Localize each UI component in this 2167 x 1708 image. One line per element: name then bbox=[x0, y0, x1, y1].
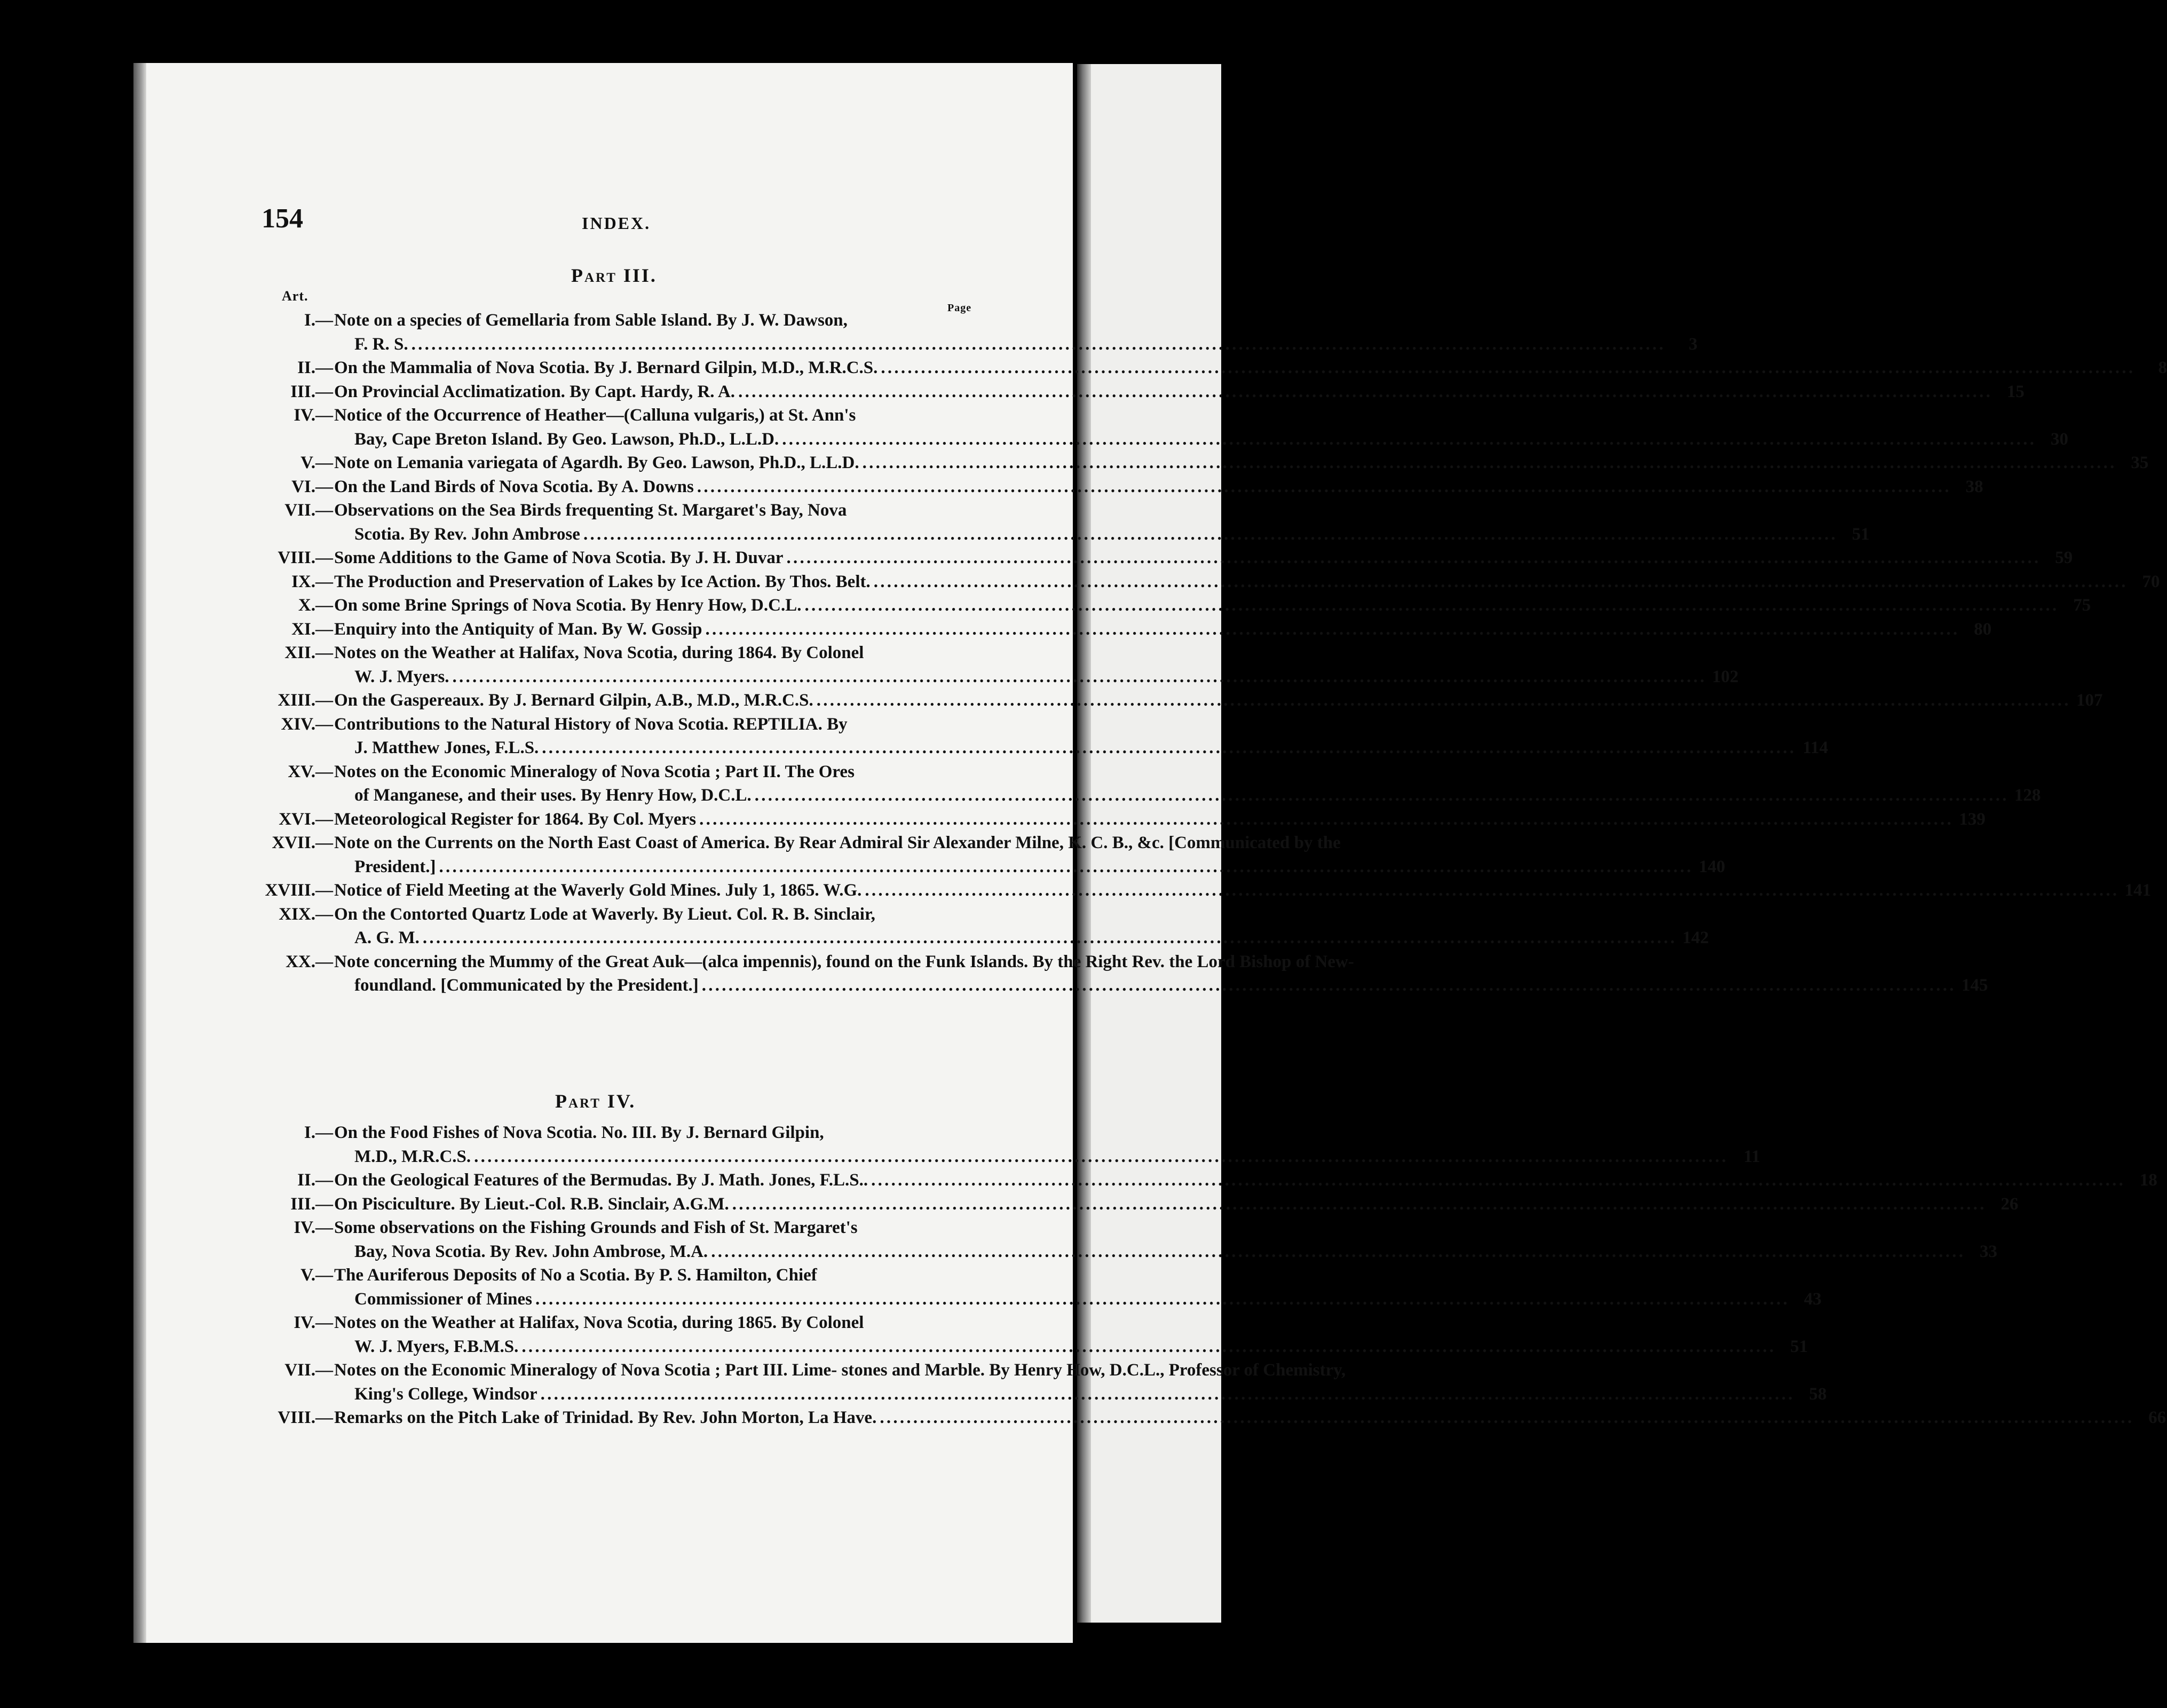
entry-leader-line bbox=[334, 665, 1706, 689]
part-iv-heading: Part IV. bbox=[555, 1090, 636, 1112]
article-numeral: XVI.— bbox=[279, 809, 333, 829]
index-entry bbox=[262, 356, 2167, 380]
page-ref: 43 bbox=[1804, 1289, 1822, 1309]
page-ref: 35 bbox=[2131, 453, 2149, 472]
index-entry bbox=[262, 451, 2149, 475]
article-numeral: I.— bbox=[304, 311, 333, 330]
article-numeral: IV.— bbox=[294, 406, 333, 425]
entry-body bbox=[333, 903, 1677, 950]
index-entry bbox=[262, 689, 2103, 713]
page-ref: 140 bbox=[1698, 857, 1726, 876]
entry-leader-line bbox=[334, 546, 2041, 570]
entry-body bbox=[333, 404, 2036, 451]
entry-leader-line bbox=[334, 475, 1951, 499]
entry-leader-line bbox=[334, 879, 2119, 903]
entry-body bbox=[333, 1406, 2134, 1430]
entry-body bbox=[333, 475, 1951, 499]
article-numeral: XIV.— bbox=[281, 714, 333, 734]
entry-title: Note on the Currents on the North East Coast of America. By Rear Admiral Sir Alexander Milne, K. C. B., &c. [Communicated by the bbox=[334, 833, 1341, 852]
article-numeral: XI.— bbox=[291, 619, 333, 639]
entry-body bbox=[333, 594, 2059, 618]
article-numeral: II.— bbox=[297, 358, 333, 377]
index-entry bbox=[262, 499, 1870, 546]
entry-leader-line bbox=[334, 1406, 2134, 1430]
entry-body bbox=[333, 618, 1959, 642]
article-numeral: IX.— bbox=[291, 572, 333, 591]
page-ref: 3 bbox=[1688, 334, 1698, 354]
index-entry bbox=[262, 1216, 1997, 1263]
page-ref: 107 bbox=[2076, 691, 2103, 710]
leader-dots bbox=[474, 1145, 1725, 1169]
entry-final-line: On the Geological Features of the Bermudas. By J. Math. Jones, F.L.S.. bbox=[334, 1171, 868, 1190]
article-numeral: XX.— bbox=[286, 952, 333, 971]
entry-body bbox=[333, 309, 1665, 356]
running-title: INDEX. bbox=[582, 213, 651, 233]
entry-final-line: The Production and Preservation of Lakes by Ice Action. By Thos. Belt. bbox=[334, 572, 871, 591]
leader-dots bbox=[711, 1240, 1962, 1264]
leader-dots bbox=[706, 618, 1957, 642]
leader-dots bbox=[521, 1335, 1773, 1359]
leader-dots bbox=[412, 333, 1663, 357]
leader-dots bbox=[782, 428, 2033, 452]
entry-final-line: foundland. [Communicated by the President.] bbox=[354, 976, 699, 995]
page-ref: 128 bbox=[2014, 786, 2041, 805]
page-ref: 75 bbox=[2073, 596, 2091, 615]
leader-dots bbox=[697, 475, 1948, 499]
entry-final-line: F. R. S. bbox=[354, 334, 408, 354]
index-entry bbox=[262, 831, 1726, 879]
entry-leader-line bbox=[334, 1240, 1965, 1264]
index-entry bbox=[262, 1263, 1822, 1311]
entry-final-line: On the Land Birds of Nova Scotia. By A. Downs bbox=[334, 477, 694, 496]
leader-dots bbox=[881, 356, 2132, 380]
entry-final-line: On Provincial Acclimatization. By Capt. Hardy, R. A. bbox=[334, 382, 735, 401]
article-numeral: V.— bbox=[300, 1266, 333, 1285]
entry-leader-line bbox=[334, 855, 1693, 879]
leader-dots bbox=[871, 1168, 2122, 1192]
page-ref: 30 bbox=[2050, 429, 2068, 449]
entry-body bbox=[333, 1192, 1987, 1216]
entry-body bbox=[333, 1311, 1776, 1358]
entry-leader-line bbox=[334, 380, 1992, 404]
entry-body bbox=[333, 1216, 1965, 1263]
entry-leader-line bbox=[334, 974, 1956, 998]
leader-dots bbox=[817, 689, 2068, 713]
page-binding-edge bbox=[133, 63, 146, 1643]
entry-leader-line bbox=[334, 808, 1954, 832]
entry-title: Note on a species of Gemellaria from Sable Island. By J. W. Dawson, bbox=[334, 311, 848, 330]
entry-leader-line bbox=[334, 736, 1796, 760]
index-entry bbox=[262, 950, 1988, 998]
entry-leader-line bbox=[334, 570, 2128, 594]
entry-final-line: President.] bbox=[354, 857, 436, 876]
entry-leader-line bbox=[334, 594, 2059, 618]
article-numeral: I.— bbox=[304, 1123, 333, 1142]
entry-body bbox=[333, 879, 2119, 903]
page-ref: 102 bbox=[1712, 667, 1739, 686]
page-ref: 26 bbox=[2000, 1194, 2019, 1214]
index-entry bbox=[262, 1192, 2019, 1216]
article-numeral: XVII.— bbox=[272, 833, 333, 852]
article-numeral: XIX.— bbox=[279, 904, 333, 924]
entry-final-line: Notice of Field Meeting at the Waverly Gold Mines. July 1, 1865. W.G. bbox=[334, 881, 862, 900]
article-numeral: VIII.— bbox=[278, 1408, 333, 1427]
entry-final-line: Note on Lemania variegata of Agardh. By Geo. Lawson, Ph.D., L.L.D. bbox=[334, 453, 859, 472]
article-numeral: III.— bbox=[290, 382, 333, 401]
leader-dots bbox=[535, 1287, 1786, 1311]
entry-leader-line bbox=[334, 1287, 1790, 1311]
part-iii-entries bbox=[262, 309, 2167, 998]
entry-body bbox=[333, 499, 1838, 546]
entry-final-line: Remarks on the Pitch Lake of Trinidad. By Rev. John Morton, La Have. bbox=[334, 1408, 877, 1427]
index-entry bbox=[262, 309, 1698, 356]
entry-final-line: Some Additions to the Game of Nova Scotia. By J. H. Duvar bbox=[334, 548, 784, 567]
entry-leader-line bbox=[334, 1168, 2125, 1192]
entry-body bbox=[333, 831, 1693, 879]
index-entry bbox=[262, 808, 1986, 832]
leader-dots bbox=[541, 1382, 1792, 1406]
page-ref: 59 bbox=[2055, 548, 2073, 567]
index-entry bbox=[262, 1168, 2157, 1192]
entry-title: The Auriferous Deposits of No a Scotia. By P. S. Hamilton, Chief bbox=[334, 1266, 817, 1285]
article-numeral: VII.— bbox=[284, 501, 333, 520]
index-entry bbox=[262, 546, 2073, 570]
entry-title: Note concerning the Mummy of the Great Auk—(alca impennis), found on the Funk Islands. By the Right Rev. the Lord Bishop of New- bbox=[334, 952, 1354, 971]
entry-final-line: of Manganese, and their uses. By Henry How, D.C.L. bbox=[354, 786, 752, 805]
index-entry bbox=[262, 380, 2024, 404]
entry-body bbox=[333, 356, 2135, 380]
leader-dots bbox=[880, 1406, 2131, 1430]
entry-final-line: Bay, Cape Breton Island. By Geo. Lawson, Ph.D., L.L.D. bbox=[354, 429, 779, 449]
entry-final-line: Commissioner of Mines bbox=[354, 1289, 533, 1309]
page-ref: 58 bbox=[1809, 1384, 1827, 1404]
page-ref: 141 bbox=[2124, 881, 2152, 900]
entry-leader-line bbox=[334, 926, 1677, 950]
leader-dots bbox=[453, 665, 1704, 689]
index-entry bbox=[262, 475, 1983, 499]
leader-dots bbox=[755, 784, 2006, 808]
index-entry bbox=[262, 760, 2041, 808]
page-ref: 66 bbox=[2148, 1408, 2166, 1427]
entry-body bbox=[333, 760, 2009, 808]
article-numeral: II.— bbox=[297, 1171, 333, 1190]
leader-dots bbox=[542, 736, 1793, 760]
entry-final-line: Bay, Nova Scotia. By Rev. John Ambrose, M.A. bbox=[354, 1242, 708, 1261]
leader-dots bbox=[699, 808, 1950, 832]
page-number: 154 bbox=[262, 203, 303, 234]
article-numeral: X.— bbox=[298, 596, 333, 615]
page-ref: 139 bbox=[1959, 809, 1986, 829]
leader-dots bbox=[804, 594, 2055, 618]
page-ref: 80 bbox=[1974, 619, 1992, 639]
entry-body bbox=[333, 451, 2116, 475]
entry-leader-line bbox=[334, 1192, 1987, 1216]
entry-final-line: On the Mammalia of Nova Scotia. By J. Bernard Gilpin, M.D., M.R.C.S. bbox=[334, 358, 878, 377]
leader-dots bbox=[865, 879, 2116, 903]
article-numeral: VII.— bbox=[284, 1361, 333, 1380]
entry-leader-line bbox=[334, 689, 2071, 713]
entry-leader-line bbox=[334, 784, 2009, 808]
leader-dots bbox=[874, 570, 2125, 594]
index-entry bbox=[262, 879, 2152, 903]
entry-leader-line bbox=[334, 451, 2116, 475]
entry-leader-line bbox=[334, 1382, 1794, 1406]
entry-title: Some observations on the Fishing Grounds and Fish of St. Margaret's bbox=[334, 1218, 858, 1237]
article-numeral: XVIII.— bbox=[265, 881, 333, 900]
entry-body bbox=[333, 808, 1954, 832]
index-entry bbox=[262, 1311, 1808, 1358]
entry-final-line: King's College, Windsor bbox=[354, 1384, 537, 1404]
article-column-label: Art. bbox=[282, 288, 309, 304]
entry-final-line: M.D., M.R.C.S. bbox=[354, 1146, 471, 1166]
leader-dots bbox=[423, 926, 1674, 950]
leader-dots bbox=[787, 546, 2038, 570]
entry-body bbox=[333, 950, 1956, 998]
entry-leader-line bbox=[334, 618, 1959, 642]
article-numeral: IV.— bbox=[294, 1313, 333, 1332]
article-numeral: V.— bbox=[300, 453, 333, 472]
entry-final-line: A. G. M. bbox=[354, 928, 420, 947]
page-header bbox=[262, 203, 966, 240]
leader-dots bbox=[702, 974, 1953, 998]
leader-dots bbox=[863, 451, 2114, 475]
page-ref: 114 bbox=[1802, 738, 1829, 757]
entry-title: Contributions to the Natural History of Nova Scotia. REPTILIA. By bbox=[334, 714, 848, 734]
page-ref: 33 bbox=[1979, 1242, 1997, 1261]
index-entry bbox=[262, 1358, 1827, 1406]
entry-body bbox=[333, 570, 2128, 594]
entry-body bbox=[333, 546, 2041, 570]
entry-final-line: Enquiry into the Antiquity of Man. By W. Gossip bbox=[334, 619, 702, 639]
entry-title: Notes on the Economic Mineralogy of Nova Scotia ; Part II. The Ores bbox=[334, 762, 855, 781]
entry-body bbox=[333, 713, 1796, 760]
article-numeral: VI.— bbox=[291, 477, 333, 496]
entry-final-line: On the Gaspereaux. By J. Bernard Gilpin, A.B., M.D., M.R.C.S. bbox=[334, 691, 813, 710]
entry-title: On the Food Fishes of Nova Scotia. No. III. By J. Bernard Gilpin, bbox=[334, 1123, 824, 1142]
index-entry bbox=[262, 1406, 2166, 1430]
article-numeral: XV.— bbox=[288, 762, 333, 781]
page-ref: 38 bbox=[1965, 477, 1983, 496]
article-numeral: XIII.— bbox=[278, 691, 333, 710]
entry-body bbox=[333, 1358, 1794, 1406]
entry-body bbox=[333, 380, 1992, 404]
entry-title: Notes on the Weather at Halifax, Nova Scotia, during 1865. By Colonel bbox=[334, 1313, 864, 1332]
entry-body bbox=[333, 1121, 1728, 1168]
entry-body bbox=[333, 1168, 2125, 1192]
index-entry bbox=[262, 404, 2068, 451]
entry-leader-line bbox=[334, 523, 1838, 547]
page-ref: 70 bbox=[2142, 572, 2160, 591]
article-numeral: VIII.— bbox=[278, 548, 333, 567]
entry-body bbox=[333, 1263, 1790, 1311]
entry-final-line: J. Matthew Jones, F.L.S. bbox=[354, 738, 539, 757]
page-ref: 142 bbox=[1682, 928, 1709, 947]
index-entry bbox=[262, 713, 1829, 760]
entry-final-line: W. J. Myers, F.B.M.S. bbox=[354, 1337, 519, 1356]
article-numeral: XII.— bbox=[284, 643, 333, 662]
page-ref: 145 bbox=[1962, 976, 1988, 995]
entry-title: Notes on the Weather at Halifax, Nova Scotia, during 1864. By Colonel bbox=[334, 643, 864, 662]
entry-body bbox=[333, 641, 1706, 689]
page-ref: 11 bbox=[1743, 1146, 1760, 1166]
entry-title: Observations on the Sea Birds frequenting St. Margaret's Bay, Nova bbox=[334, 501, 847, 520]
leader-dots bbox=[583, 523, 1834, 547]
article-numeral: IV.— bbox=[294, 1218, 333, 1237]
article-numeral: III.— bbox=[290, 1194, 333, 1214]
page-column-label: Page bbox=[947, 302, 972, 314]
index-entry bbox=[262, 641, 1739, 689]
leader-dots bbox=[738, 380, 1989, 404]
entry-final-line: On some Brine Springs of Nova Scotia. By Henry How, D.C.L. bbox=[334, 596, 802, 615]
entry-title: On the Contorted Quartz Lode at Waverly. By Lieut. Col. R. B. Sinclair, bbox=[334, 904, 875, 924]
index-entry bbox=[262, 570, 2160, 594]
leader-dots bbox=[732, 1192, 1983, 1216]
part-iii-heading: Part III. bbox=[571, 265, 657, 286]
entry-final-line: Scotia. By Rev. John Ambrose bbox=[354, 524, 580, 544]
page-ref: 15 bbox=[2006, 382, 2024, 401]
entry-leader-line bbox=[334, 1145, 1728, 1169]
index-entry bbox=[262, 618, 1992, 642]
entry-leader-line bbox=[334, 356, 2135, 380]
index-entry bbox=[262, 903, 1709, 950]
entry-leader-line bbox=[334, 428, 2036, 452]
entry-final-line: Meteorological Register for 1864. By Col. Myers bbox=[334, 809, 697, 829]
index-entry bbox=[262, 594, 2091, 618]
leader-dots bbox=[439, 855, 1690, 879]
page-ref: 18 bbox=[2139, 1171, 2157, 1190]
entry-final-line: On Pisciculture. By Lieut.-Col. R.B. Sinclair, A.G.M. bbox=[334, 1194, 729, 1214]
entry-body bbox=[333, 689, 2071, 713]
entry-leader-line bbox=[334, 1335, 1776, 1359]
page-ref: 8 bbox=[2158, 358, 2167, 377]
entry-leader-line bbox=[334, 333, 1665, 357]
page-ref: 51 bbox=[1852, 524, 1870, 544]
page-ref: 51 bbox=[1790, 1337, 1808, 1356]
entry-title: Notes on the Economic Mineralogy of Nova Scotia ; Part III. Lime- stones and Marble. By Henry How, D.C.L., Professor of Chemistry, bbox=[334, 1361, 1346, 1380]
index-entry bbox=[262, 1121, 1760, 1168]
part-iv-entries bbox=[262, 1121, 2166, 1430]
entry-title: Notice of the Occurrence of Heather—(Calluna vulgaris,) at St. Ann's bbox=[334, 406, 856, 425]
entry-final-line: W. J. Myers. bbox=[354, 667, 449, 686]
